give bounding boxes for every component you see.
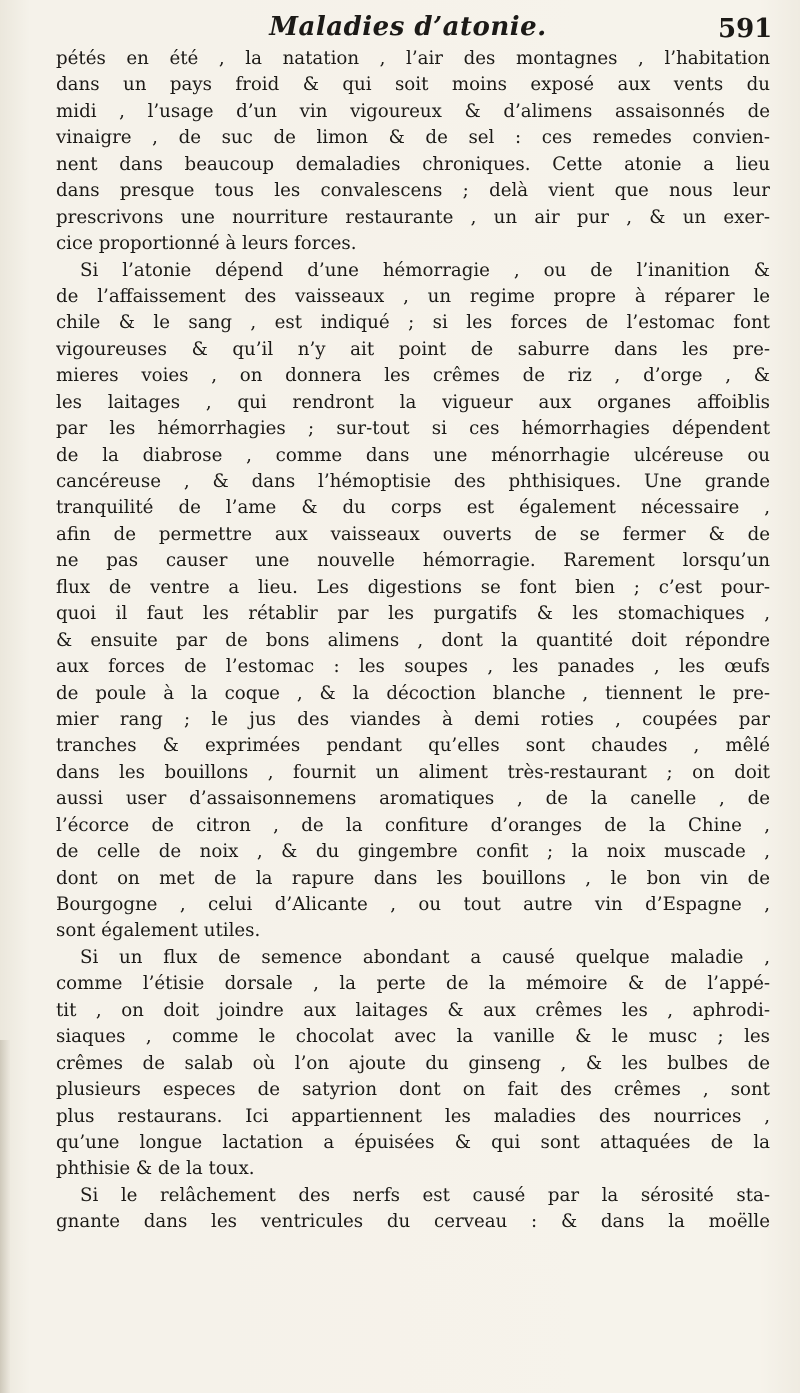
text-line: gnante dans les ventricules du cerveau : & dans la moëlle (56, 1211, 770, 1233)
text-line: quoi il faut les rétablir par les purgatifs & les stomachiques , (56, 603, 770, 625)
text-line: aux forces de l’estomac : les soupes , les panades , les œufs (56, 656, 770, 678)
text-line: plusieurs especes de satyrion dont on fait des crêmes , sont (56, 1079, 770, 1101)
text-line: tranquilité de l’ame & du corps est également nécessaire , (56, 497, 770, 519)
text-line: plus restaurans. Ici appartiennent les maladies des nourrices , (56, 1105, 770, 1127)
text-line: vigoureuses & qu’il n’y ait point de saburre dans les pre- (56, 338, 770, 360)
text-line: prescrivons une nourriture restaurante , un air pur , & un exer- (56, 206, 770, 228)
text-line: dont on met de la rapure dans les bouillons , le bon vin de (56, 867, 770, 889)
text-line: dans un pays froid & qui soit moins exposé aux vents du (56, 74, 770, 96)
paragraph-start-line: Si un flux de semence abondant a causé quelque maladie , (80, 946, 770, 968)
page-gutter-shadow (0, 1040, 10, 1393)
text-line: mier rang ; le jus des viandes à demi roties , coupées par (56, 708, 770, 730)
page-number: 591 (718, 14, 773, 44)
text-line: de celle de noix , & du gingembre confit ; la noix muscade , (56, 841, 770, 863)
text-line: crêmes de salab où l’on ajoute du ginseng , & les bulbes de (56, 1052, 770, 1074)
text-line: aussi user d’assaisonnemens aromatiques , de la canelle , de (56, 788, 770, 810)
text-line: siaques , comme le chocolat avec la vanille & le musc ; les (56, 1026, 770, 1048)
text-line: l’écorce de citron , de la confiture d’oranges de la Chine , (56, 814, 770, 836)
text-line: de la diabrose , comme dans une ménorrhagie ulcéreuse ou (56, 444, 770, 466)
text-line: midi , l’usage d’un vin vigoureux & d’alimens assaisonnés de (56, 100, 770, 122)
text-line: qu’une longue lactation a épuisées & qui sont attaquées de la (56, 1131, 770, 1153)
text-line: Bourgogne , celui d’Alicante , ou tout autre vin d’Espagne , (56, 894, 770, 915)
text-line: cancéreuse , & dans l’hémoptisie des phthisiques. Une grande (56, 471, 770, 492)
paragraph-start-line: Si le relâchement des nerfs est causé par la sérosité sta- (80, 1184, 770, 1206)
text-line: mieres voies , on donnera les crêmes de riz , d’orge , & (56, 365, 770, 387)
text-line: ne pas causer une nouvelle hémorragie. Rarement lorsqu’un (56, 550, 770, 572)
text-line: flux de ventre a lieu. Les digestions se font bien ; c’est pour- (56, 576, 770, 598)
text-line: dans les bouillons , fournit un aliment très-restaurant ; on doit (56, 761, 770, 783)
text-line: tranches & exprimées pendant qu’elles sont chaudes , mêlé (56, 735, 770, 757)
paragraph-start-line: Si l’atonie dépend d’une hémorragie , ou de l’inanition & (80, 259, 770, 281)
text-line: pétés en été , la natation , l’air des montagnes , l’habitation (56, 48, 770, 69)
running-head (0, 8, 800, 48)
text-line: cice proportionné à leurs forces. (56, 233, 357, 255)
text-line: comme l’étisie dorsale , la perte de la mémoire & de l’appé- (56, 973, 770, 995)
text-line: sont également utiles. (56, 920, 261, 942)
text-line: chile & le sang , est indiqué ; si les forces de l’estomac font (56, 312, 770, 334)
body-text (56, 46, 770, 1236)
text-line: de poule à la coque , & la décoction blanche , tiennent le pre- (56, 682, 770, 704)
text-line: de l’affaissement des vaisseaux , un regime propre à réparer le (56, 285, 770, 307)
text-line: dans presque tous les convalescens ; delà vient que nous leur (56, 180, 770, 202)
text-line: phthisie & de la toux. (56, 1158, 255, 1180)
text-line: vinaigre , de suc de limon & de sel : ces remedes convien- (56, 127, 770, 149)
text-line: afin de permettre aux vaisseaux ouverts de se fermer & de (56, 523, 770, 545)
text-line: par les hémorrhagies ; sur-tout si ces hémorrhagies dépendent (56, 418, 770, 440)
text-line: nent dans beaucoup demaladies chroniques. Cette atonie a lieu (56, 153, 770, 175)
text-line: les laitages , qui rendront la vigueur aux organes affoiblis (56, 391, 770, 413)
text-line: & ensuite par de bons alimens , dont la quantité doit répondre (56, 629, 770, 651)
running-head-title: Maladies d’atonie. (269, 12, 547, 42)
text-line: tit , on doit joindre aux laitages & aux crêmes les , aphrodi- (56, 999, 770, 1021)
